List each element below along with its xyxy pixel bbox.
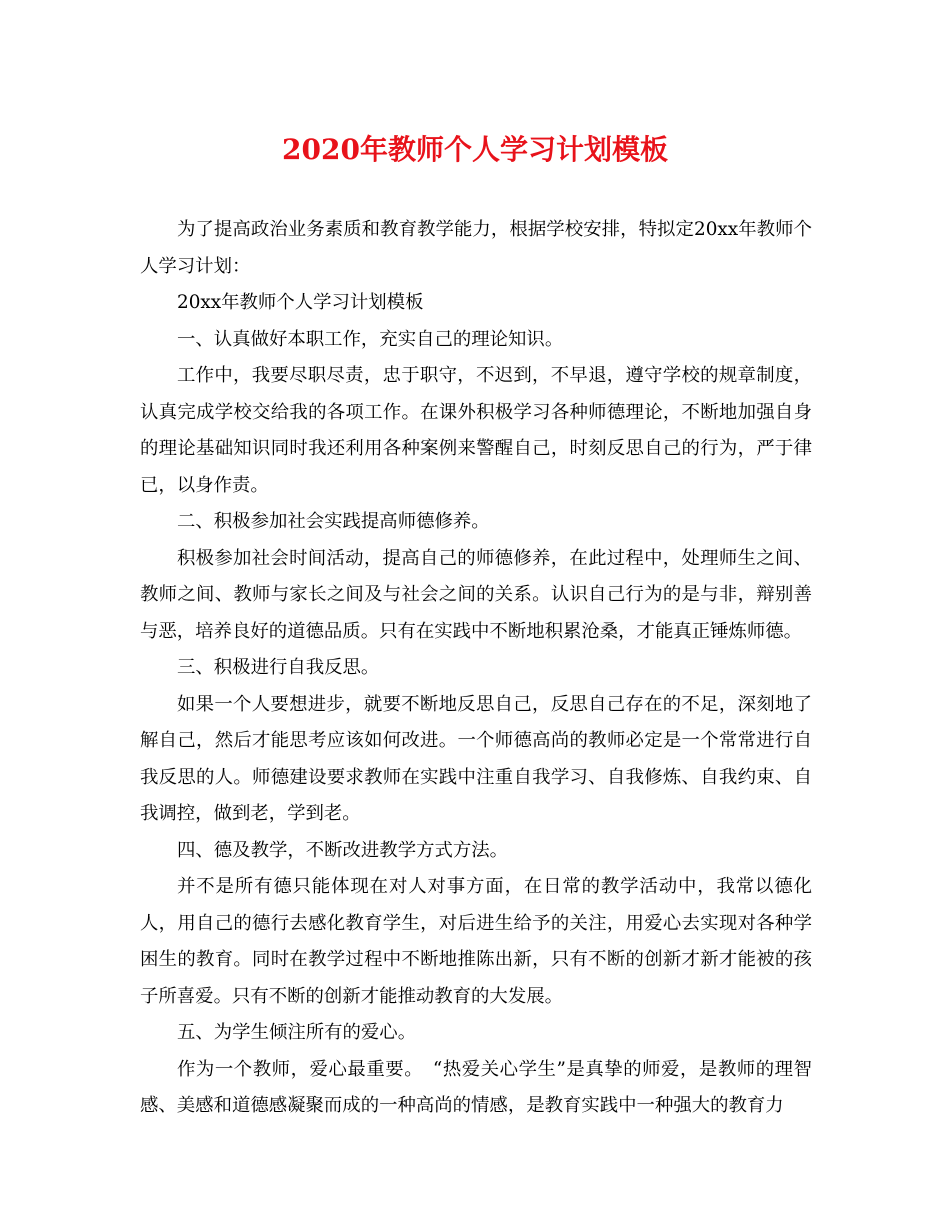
section-3-heading: 三、积极进行自我反思。 xyxy=(177,657,380,678)
section-4-heading: 四、德及教学，不断改进教学方式方法。 xyxy=(177,839,509,861)
section-3-body: 如果一个人要想进步，就要不断地反思自己，反思自己存在的不足，深刻地了解自己，然后才能思考应该如何改进。一个师德高尚的教师必定是一个常常进行自我反思的人。师德建设要求教师在实践中注重自我学习、自我修炼、自我约束、自我调控，做到老，学到老。 xyxy=(140,693,812,824)
section-1-heading: 一、认真做好本职工作，充实自己的理论知识。 xyxy=(177,328,564,350)
intro-paragraph: 为了提高政治业务素质和教育教学能力，根据学校安排，特拟定20xx年教师个人学习计划： xyxy=(140,219,812,277)
subtitle-paragraph: 20xx年教师个人学习计划模板 xyxy=(177,292,424,313)
section-1-body: 工作中，我要尽职尽责，忠于职守，不迟到，不早退，遵守学校的规章制度，认真完成学校交给我的各项工作。在课外积极学习各种师德理论，不断地加强自身的理论基础知识同时我还利用各种案例来警醒自己，时刻反思自己的行为，严于律已，以身作责。 xyxy=(140,365,812,496)
section-2-heading: 二、积极参加社会实践提高师德修养。 xyxy=(177,511,490,532)
document-title: 2020年教师个人学习计划模板 xyxy=(282,133,668,166)
section-2-body: 积极参加社会时间活动，提高自己的师德修养，在此过程中，处理师生之间、教师之间、教师与家长之间及与社会之间的关系。认识自己行为的是与非，辩别善与恶，培养良好的道德品质。只有在实践中不断地积累沧桑，才能真正锤炼师德。 xyxy=(140,547,812,642)
section-5-heading: 五、为学生倾注所有的爱心。 xyxy=(177,1022,417,1043)
section-5-body: 作为一个教师，爱心最重要。 “热爱关心学生”是真挚的师爱，是教师的理智感、美感和道德感凝聚而成的一种高尚的情感，是教育实践中一种强大的教育力 xyxy=(140,1058,812,1116)
document-body xyxy=(140,212,812,1125)
section-4-body: 并不是所有德只能体现在对人对事方面，在日常的教学活动中，我常以德化人，用自己的德行去感化教育学生，对后进生给予的关注，用爱心去实现对各种学困生的教育。同时在教学过程中不断地推陈出新，只有不断的创新才新才能被的孩子所喜爱。只有不断的创新才能推动教育的大发展。 xyxy=(140,876,812,1007)
